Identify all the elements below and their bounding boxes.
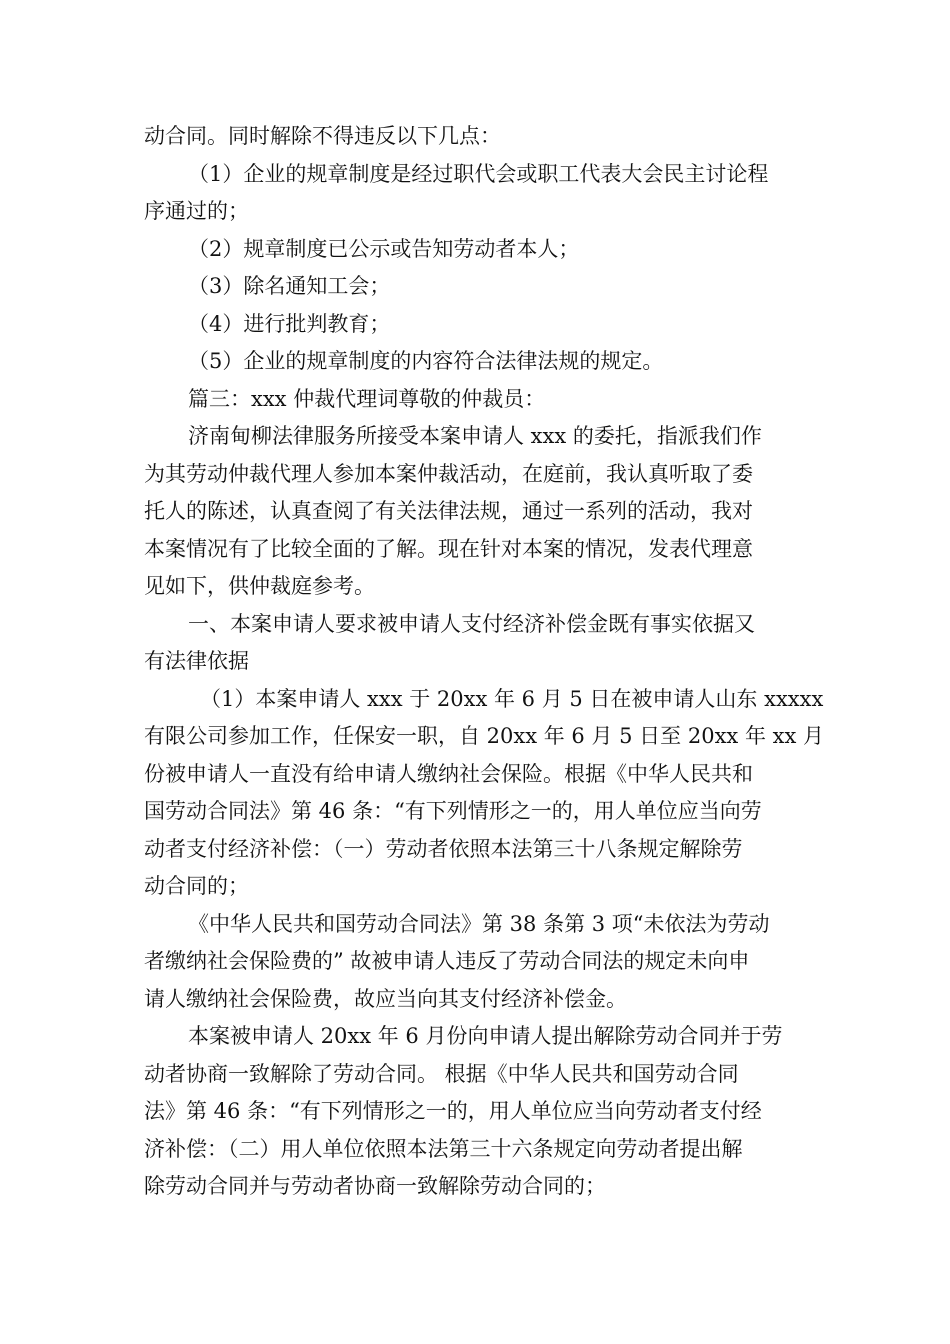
text-line: 一、本案申请人要求被申请人支付经济补偿金既有事实依据又 [188, 611, 755, 636]
text-line: 动者协商一致解除了劳动合同。 根据《中华人民共和国劳动合同 [144, 1061, 739, 1086]
text-line: 本案被申请人 20xx 年 6 月份向申请人提出解除劳动合同并于劳 [188, 1024, 783, 1048]
document-body [144, 118, 824, 1206]
text-line: 动合同。同时解除不得违反以下几点： [144, 124, 501, 148]
text-line: （4）进行批判教育； [188, 311, 391, 336]
text-line: 《中华人民共和国劳动合同法》第 38 条第 3 项“未依法为劳动 [188, 911, 770, 936]
text-line: 为其劳动仲裁代理人参加本案仲裁活动，在庭前，我认真听取了委 [144, 461, 753, 486]
text-line: 动合同的； [144, 874, 249, 898]
text-line: 除劳动合同并与劳动者协商一致解除劳动合同的； [144, 1174, 606, 1198]
text-line: 托人的陈述，认真查阅了有关法律法规，通过一系列的活动，我对 [144, 499, 753, 523]
text-line: 见如下，供仲裁庭参考。 [144, 574, 375, 598]
text-line: 法》第 46 条：“有下列情形之一的，用人单位应当向劳动者支付经 [144, 1099, 762, 1123]
text-line: 有法律依据 [144, 649, 249, 673]
text-line: （5）企业的规章制度的内容符合法律法规的规定。 [188, 349, 664, 373]
text-line: 济南甸柳法律服务所接受本案申请人 xxx 的委托，指派我们作 [188, 424, 762, 448]
text-line: （1）企业的规章制度是经过职代会或职工代表大会民主讨论程 [188, 161, 769, 186]
text-line: 动者支付经济补偿：（一）劳动者依照本法第三十八条规定解除劳 [144, 836, 743, 861]
text-line: 本案情况有了比较全面的了解。现在针对本案的情况，发表代理意 [144, 536, 753, 561]
text-line: （3）除名通知工会； [188, 274, 391, 298]
text-line: 国劳动合同法》第 46 条：“有下列情形之一的，用人单位应当向劳 [144, 799, 762, 823]
text-line: 序通过的； [144, 199, 249, 223]
text-line: 济补偿：（二）用人单位依照本法第三十六条规定向劳动者提出解 [144, 1136, 743, 1161]
text-line: 份被申请人一直没有给申请人缴纳社会保险。根据《中华人民共和 [144, 761, 753, 786]
text-line: （2）规章制度已公示或告知劳动者本人； [188, 236, 580, 261]
text-line: （1）本案申请人 xxx 于 20xx 年 6 月 5 日在被申请人山东 xxxxx [200, 686, 824, 711]
text-line: 有限公司参加工作，任保安一职，自 20xx 年 6 月 5 日至 20xx 年 xx 月 [144, 724, 824, 748]
text-line: 篇三：xxx 仲裁代理词尊敬的仲裁员： [188, 386, 546, 411]
text-line: 请人缴纳社会保险费，故应当向其支付经济补偿金。 [144, 986, 627, 1011]
text-line: 者缴纳社会保险费的” 故被申请人违反了劳动合同法的规定未向申 [144, 949, 750, 973]
